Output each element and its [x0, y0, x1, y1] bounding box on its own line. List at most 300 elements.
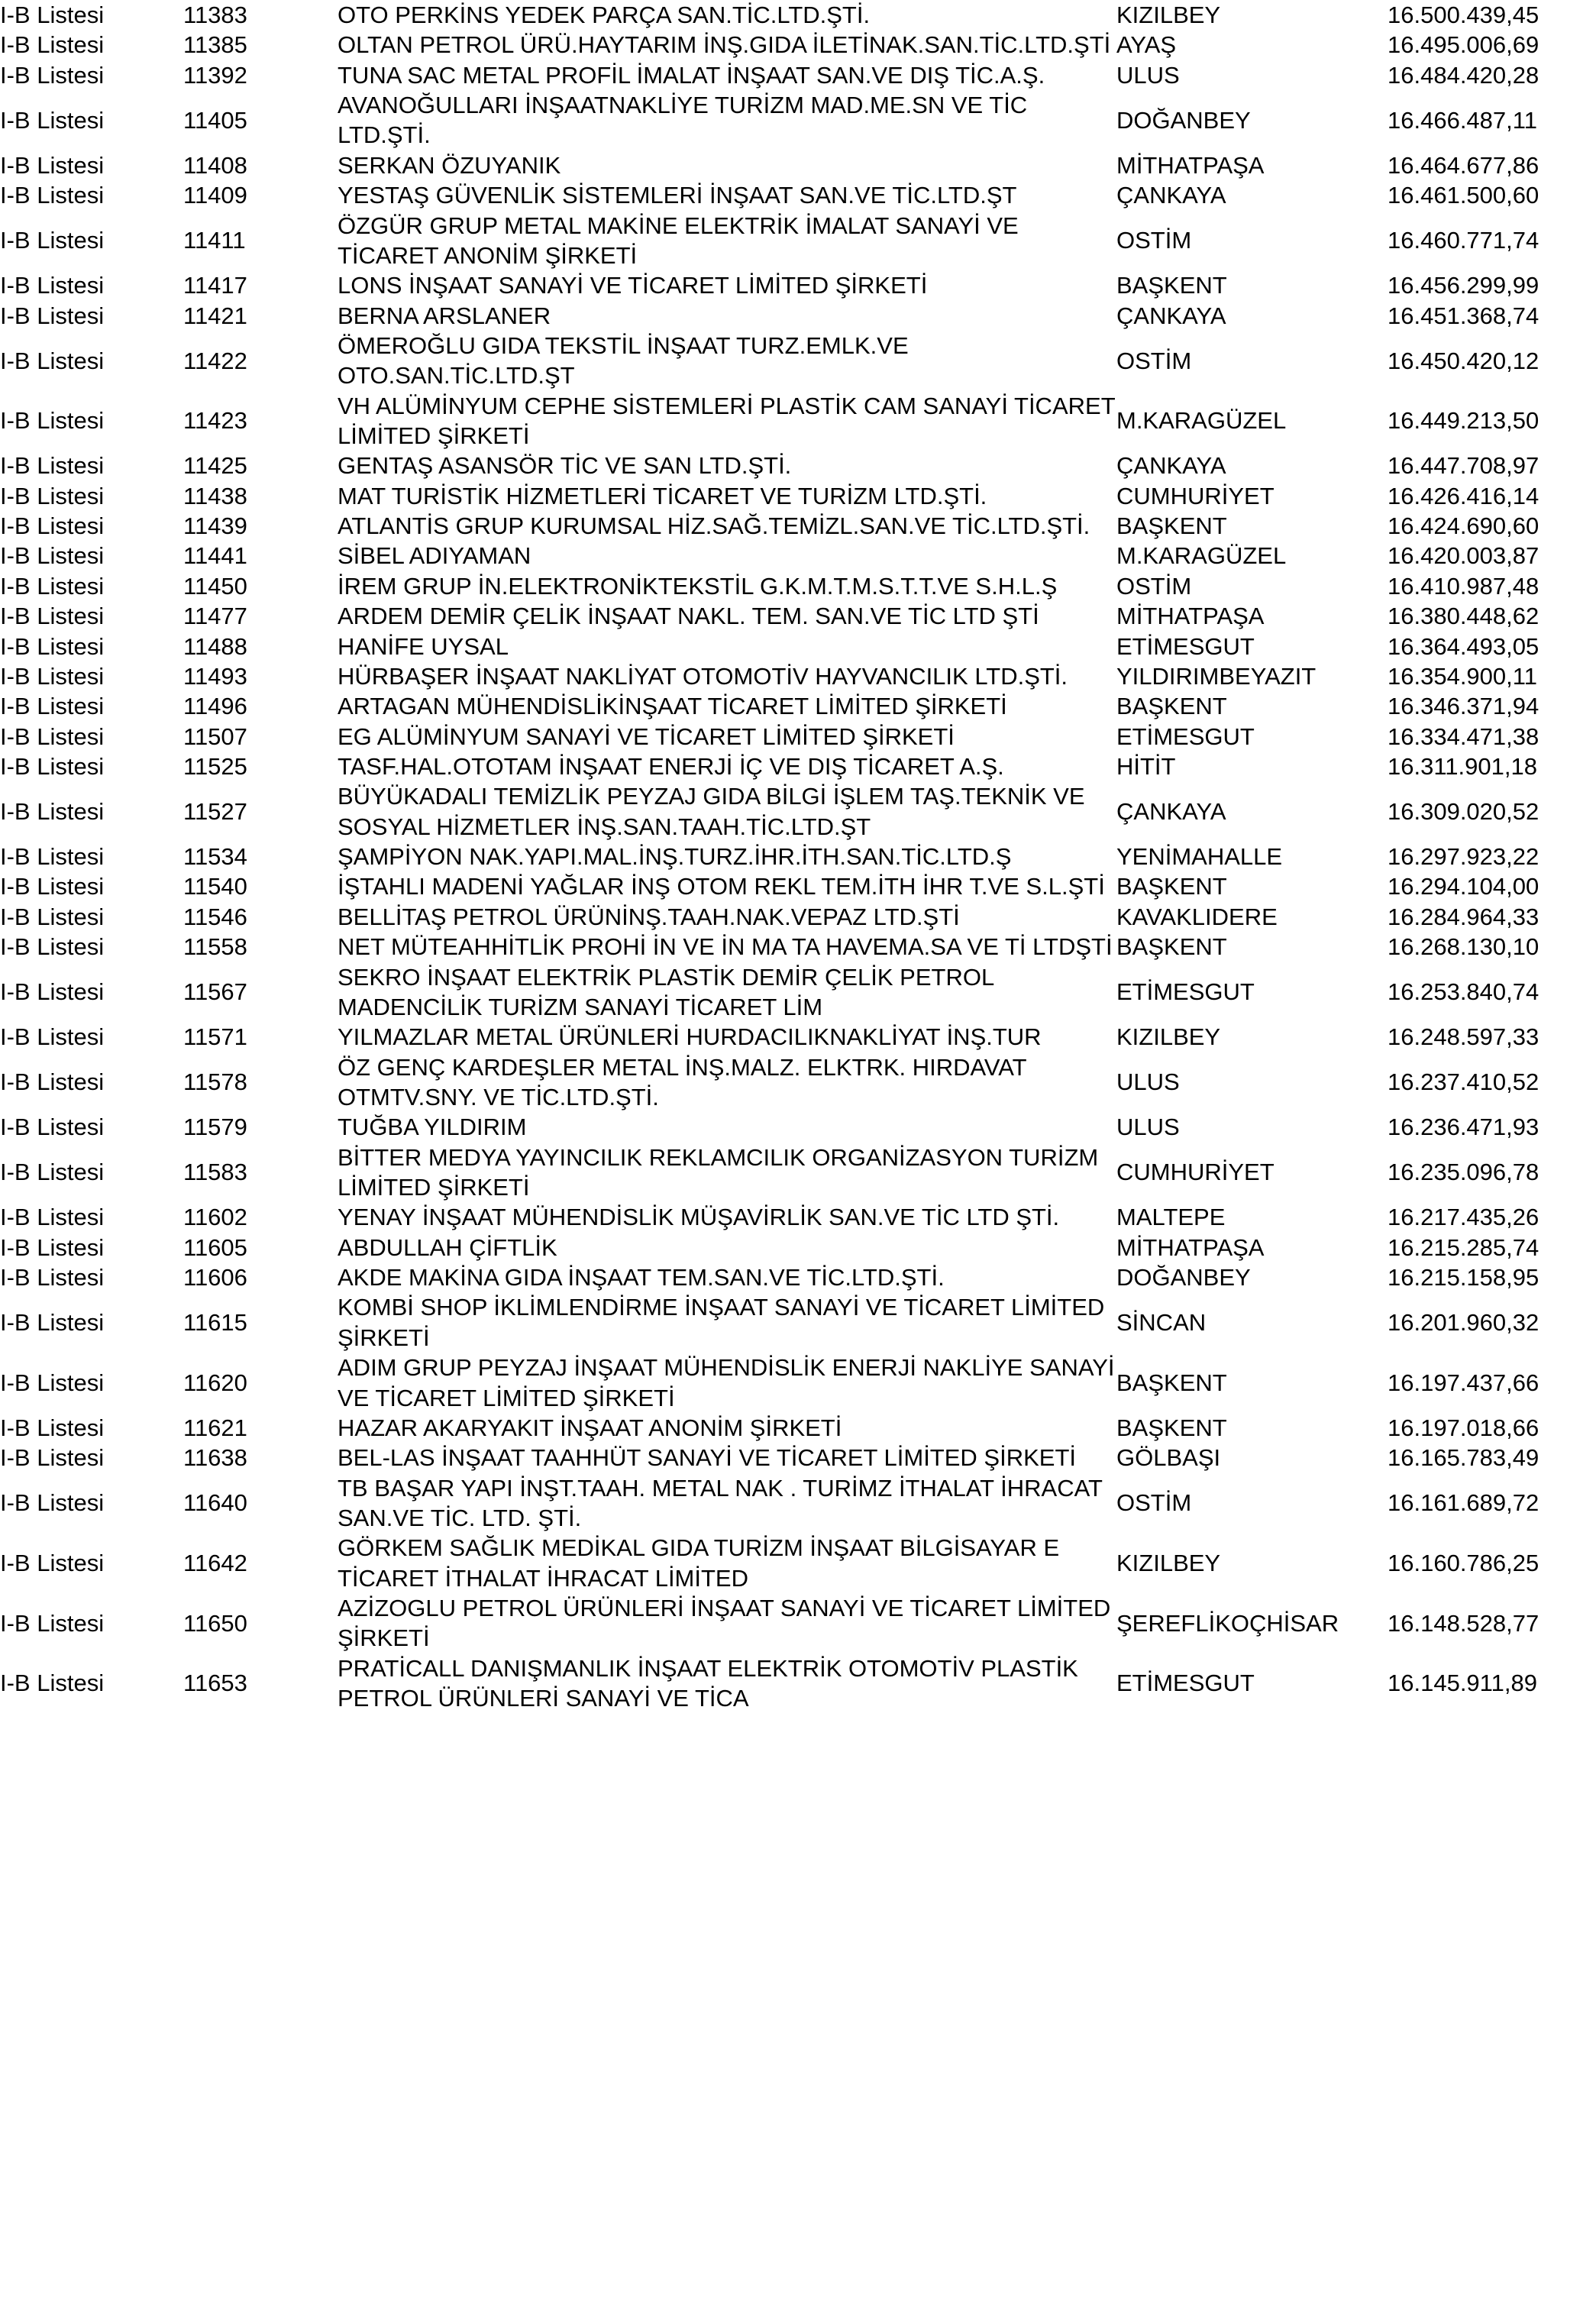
cell-record-number: 11438 — [183, 482, 247, 509]
cell-spacer — [328, 691, 338, 721]
cell-spacer — [328, 1593, 338, 1653]
cell-taxpayer-name: YENAY İNŞAAT MÜHENDİSLİK MÜŞAVİRLİK SAN.VE TİC LTD ŞTİ. — [338, 1204, 1060, 1231]
cell-record-number: 11540 — [183, 873, 247, 900]
cell-list-type: I-B Listesi — [0, 1023, 105, 1051]
cell-taxpayer-name: KOMBİ SHOP İKLİMLENDİRME İNŞAAT SANAYİ VE TİCARET LİMİTED ŞİRKETİ — [338, 1294, 1105, 1351]
cell-amount: 16.346.371,94 — [1388, 693, 1539, 720]
cell-amount: 16.466.487,11 — [1388, 106, 1537, 134]
cell-taxpayer-name: AZİZOGLU PETROL ÜRÜNLERİ İNŞAAT SANAYİ VE TİCARET LİMİTED ŞİRKETİ — [338, 1595, 1111, 1652]
cell-list-type: I-B Listesi — [0, 1264, 105, 1291]
cell-list-type: I-B Listesi — [0, 61, 105, 89]
cell-taxpayer-name: HANİFE UYSAL — [338, 632, 509, 660]
cell-spacer — [328, 1022, 338, 1052]
cell-amount: 16.217.435,26 — [1388, 1204, 1539, 1231]
cell-tax-office: BAŞKENT — [1116, 1369, 1227, 1396]
table-row — [0, 1112, 1596, 1142]
cell-taxpayer-name: TUĞBA YILDIRIM — [338, 1114, 527, 1141]
cell-tax-office: MİTHATPAŞA — [1116, 151, 1265, 179]
cell-tax-office: YILDIRIMBEYAZIT — [1116, 662, 1317, 690]
cell-amount: 16.201.960,32 — [1388, 1309, 1539, 1337]
cell-amount: 16.464.677,86 — [1388, 151, 1539, 179]
cell-tax-office: BAŞKENT — [1116, 933, 1227, 961]
cell-record-number: 11439 — [183, 512, 247, 540]
cell-record-number: 11558 — [183, 933, 247, 961]
table-row — [0, 1443, 1596, 1472]
cell-list-type: I-B Listesi — [0, 512, 105, 540]
cell-amount: 16.426.416,14 — [1388, 482, 1539, 509]
cell-tax-office: ETİMESGUT — [1116, 978, 1255, 1006]
cell-tax-office: BAŞKENT — [1116, 272, 1227, 299]
cell-record-number: 11405 — [183, 106, 247, 134]
cell-list-type: I-B Listesi — [0, 1068, 105, 1096]
cell-amount: 16.451.368,74 — [1388, 302, 1539, 329]
cell-spacer — [328, 1052, 338, 1113]
cell-list-type: I-B Listesi — [0, 347, 105, 374]
cell-record-number: 11621 — [183, 1414, 247, 1441]
cell-amount: 16.364.493,05 — [1388, 632, 1539, 660]
cell-amount: 16.495.006,69 — [1388, 31, 1539, 59]
table-row — [0, 451, 1596, 480]
cell-tax-office: ETİMESGUT — [1116, 722, 1255, 750]
cell-taxpayer-name: BİTTER MEDYA YAYINCILIK REKLAMCILIK ORGANİZASYON TURİZM LİMİTED ŞİRKETİ — [338, 1143, 1099, 1201]
cell-list-type: I-B Listesi — [0, 1114, 105, 1141]
cell-list-type: I-B Listesi — [0, 452, 105, 480]
cell-amount: 16.236.471,93 — [1388, 1114, 1539, 1141]
cell-list-type: I-B Listesi — [0, 182, 105, 209]
cell-tax-office: BAŞKENT — [1116, 512, 1227, 540]
cell-amount: 16.334.471,38 — [1388, 722, 1539, 750]
cell-record-number: 11417 — [183, 272, 247, 299]
table-row — [0, 871, 1596, 901]
table-row — [0, 541, 1596, 571]
cell-amount: 16.380.448,62 — [1388, 603, 1539, 630]
cell-tax-office: ŞEREFLİKOÇHİSAR — [1116, 1609, 1339, 1637]
table-row — [0, 90, 1596, 150]
cell-record-number: 11425 — [183, 452, 247, 480]
cell-amount: 16.148.528,77 — [1388, 1609, 1539, 1637]
cell-taxpayer-name: HAZAR AKARYAKIT İNŞAAT ANONİM ŞİRKETİ — [338, 1414, 842, 1441]
cell-list-type: I-B Listesi — [0, 903, 105, 930]
cell-list-type: I-B Listesi — [0, 798, 105, 826]
cell-record-number: 11602 — [183, 1204, 247, 1231]
cell-amount: 16.450.420,12 — [1388, 347, 1539, 374]
cell-record-number: 11638 — [183, 1444, 247, 1472]
cell-tax-office: BAŞKENT — [1116, 873, 1227, 900]
cell-spacer — [328, 1533, 338, 1593]
cell-list-type: I-B Listesi — [0, 1369, 105, 1396]
cell-taxpayer-name: SİBEL ADIYAMAN — [338, 542, 531, 570]
cell-amount: 16.165.783,49 — [1388, 1444, 1539, 1472]
cell-record-number: 11571 — [183, 1023, 247, 1051]
cell-tax-office: AYAŞ — [1116, 31, 1177, 59]
cell-list-type: I-B Listesi — [0, 1233, 105, 1261]
cell-record-number: 11496 — [183, 693, 247, 720]
cell-taxpayer-name: TB BAŞAR YAPI İNŞT.TAAH. METAL NAK . TURİMZ İTHALAT İHRACAT SAN.VE TİC. LTD. ŞTİ. — [338, 1474, 1103, 1531]
cell-tax-office: ETİMESGUT — [1116, 1670, 1255, 1697]
cell-list-type: I-B Listesi — [0, 482, 105, 509]
cell-record-number: 11383 — [183, 2, 247, 28]
cell-record-number: 11392 — [183, 61, 247, 89]
cell-tax-office: GÖLBAŞI — [1116, 1444, 1221, 1472]
cell-amount: 16.145.911,89 — [1388, 1670, 1537, 1697]
table-row — [0, 301, 1596, 331]
cell-taxpayer-name: BELLİTAŞ PETROL ÜRÜNİNŞ.TAAH.NAK.VEPAZ LTD.ŞTİ — [338, 903, 960, 930]
cell-spacer — [328, 451, 338, 480]
table-row — [0, 752, 1596, 781]
table-row — [0, 902, 1596, 932]
cell-record-number: 11534 — [183, 843, 247, 871]
cell-taxpayer-name: OTO PERKİNS YEDEK PARÇA SAN.TİC.LTD.ŞTİ. — [338, 2, 871, 28]
cell-record-number: 11527 — [183, 798, 247, 826]
cell-amount: 16.456.299,99 — [1388, 272, 1539, 299]
cell-list-type: I-B Listesi — [0, 603, 105, 630]
cell-record-number: 11606 — [183, 1264, 247, 1291]
cell-record-number: 11615 — [183, 1309, 247, 1337]
table-row — [0, 180, 1596, 210]
cell-tax-office: KIZILBEY — [1116, 2, 1221, 28]
cell-tax-office: CUMHURİYET — [1116, 482, 1275, 509]
cell-spacer — [328, 180, 338, 210]
cell-taxpayer-name: MAT TURİSTİK HİZMETLERİ TİCARET VE TURİZM LTD.ŞTİ. — [338, 482, 987, 509]
cell-spacer — [328, 60, 338, 90]
cell-amount: 16.460.771,74 — [1388, 227, 1539, 254]
cell-amount: 16.309.020,52 — [1388, 798, 1539, 826]
cell-taxpayer-name: NET MÜTEAHHİTLİK PROHİ İN VE İN MA TA HAVEMA.SA VE Tİ LTDŞTİ — [338, 933, 1113, 961]
cell-spacer — [328, 1353, 338, 1413]
cell-spacer — [328, 871, 338, 901]
cell-tax-office: SİNCAN — [1116, 1309, 1207, 1337]
table-row — [0, 0, 1596, 30]
cell-amount: 16.197.018,66 — [1388, 1414, 1539, 1441]
cell-record-number: 11525 — [183, 752, 247, 780]
cell-taxpayer-name: EG ALÜMİNYUM SANAYİ VE TİCARET LİMİTED ŞİRKETİ — [338, 722, 955, 750]
cell-amount: 16.253.840,74 — [1388, 978, 1539, 1006]
cell-list-type: I-B Listesi — [0, 1550, 105, 1576]
cell-list-type: I-B Listesi — [0, 843, 105, 871]
cell-record-number: 11422 — [183, 347, 247, 374]
cell-spacer — [328, 1233, 338, 1262]
cell-tax-office: OSTİM — [1116, 347, 1192, 374]
cell-taxpayer-name: LONS İNŞAAT SANAYİ VE TİCARET LİMİTED ŞİRKETİ — [338, 272, 928, 299]
cell-record-number: 11653 — [183, 1670, 247, 1697]
cell-amount: 16.197.437,66 — [1388, 1369, 1539, 1396]
cell-record-number: 11488 — [183, 632, 247, 660]
cell-record-number: 11477 — [183, 603, 247, 630]
cell-amount: 16.294.104,00 — [1388, 873, 1539, 900]
table-row — [0, 1413, 1596, 1443]
cell-list-type: I-B Listesi — [0, 1444, 105, 1472]
cell-taxpayer-name: ARTAGAN MÜHENDİSLİKİNŞAAT TİCARET LİMİTED ŞİRKETİ — [338, 693, 1007, 720]
cell-list-type: I-B Listesi — [0, 933, 105, 961]
table-row — [0, 1052, 1596, 1113]
cell-spacer — [328, 722, 338, 752]
table-row — [0, 511, 1596, 541]
cell-taxpayer-name: OLTAN PETROL ÜRÜ.HAYTARIM İNŞ.GIDA İLETİNAK.SAN.TİC.LTD.ŞTİ — [338, 31, 1111, 59]
cell-taxpayer-name: GÖRKEM SAĞLIK MEDİKAL GIDA TURİZM İNŞAAT BİLGİSAYAR E TİCARET İTHALAT İHRACAT LİMİTED — [338, 1534, 1060, 1592]
cell-list-type: I-B Listesi — [0, 722, 105, 750]
cell-tax-office: MİTHATPAŞA — [1116, 603, 1265, 630]
cell-list-type: I-B Listesi — [0, 662, 105, 690]
cell-taxpayer-name: ATLANTİS GRUP KURUMSAL HİZ.SAĞ.TEMİZL.SAN.VE TİC.LTD.ŞTİ. — [338, 512, 1090, 540]
cell-list-type: I-B Listesi — [0, 106, 105, 134]
cell-tax-office: CUMHURİYET — [1116, 1159, 1275, 1186]
cell-amount: 16.461.500,60 — [1388, 182, 1539, 209]
cell-taxpayer-name: AVANOĞULLARI İNŞAATNAKLİYE TURİZM MAD.ME.SN VE TİC LTD.ŞTİ. — [338, 92, 1028, 149]
cell-record-number: 11385 — [183, 31, 247, 59]
table-row — [0, 1473, 1596, 1534]
cell-record-number: 11441 — [183, 542, 247, 570]
cell-spacer — [328, 932, 338, 962]
table-row — [0, 60, 1596, 90]
cell-list-type: I-B Listesi — [0, 2, 105, 28]
cell-list-type: I-B Listesi — [0, 1609, 105, 1637]
cell-list-type: I-B Listesi — [0, 1414, 105, 1441]
table-row — [0, 1233, 1596, 1262]
cell-taxpayer-name: BERNA ARSLANER — [338, 302, 551, 329]
cell-amount: 16.235.096,78 — [1388, 1159, 1539, 1186]
cell-taxpayer-name: İŞTAHLI MADENİ YAĞLAR İNŞ OTOM REKL TEM.İTH İHR T.VE S.L.ŞTİ — [338, 873, 1105, 900]
cell-spacer — [328, 1653, 338, 1714]
cell-tax-office: ULUS — [1116, 1068, 1180, 1096]
cell-tax-office: BAŞKENT — [1116, 1414, 1227, 1441]
table-row — [0, 1143, 1596, 1203]
cell-record-number: 11650 — [183, 1609, 247, 1637]
cell-amount: 16.237.410,52 — [1388, 1068, 1539, 1096]
cell-tax-office: ÇANKAYA — [1116, 452, 1226, 480]
cell-tax-office: OSTİM — [1116, 572, 1192, 600]
table-row — [0, 30, 1596, 60]
cell-list-type: I-B Listesi — [0, 31, 105, 59]
cell-spacer — [328, 90, 338, 150]
cell-record-number: 11546 — [183, 903, 247, 930]
cell-list-type: I-B Listesi — [0, 632, 105, 660]
cell-amount: 16.410.987,48 — [1388, 572, 1539, 600]
cell-spacer — [328, 481, 338, 511]
cell-spacer — [328, 1202, 338, 1232]
cell-taxpayer-name: ADIM GRUP PEYZAJ İNŞAAT MÜHENDİSLİK ENERJİ NAKLİYE SANAYİ VE TİCARET LİMİTED ŞİRKETİ — [338, 1354, 1115, 1411]
cell-amount: 16.311.901,18 — [1388, 752, 1537, 780]
cell-tax-office: KIZILBEY — [1116, 1023, 1221, 1051]
cell-amount: 16.297.923,22 — [1388, 843, 1539, 871]
cell-spacer — [328, 1443, 338, 1472]
cell-taxpayer-name: ÖMEROĞLU GIDA TEKSTİL İNŞAAT TURZ.EMLK.VE OTO.SAN.TİC.LTD.ŞT — [338, 331, 909, 390]
cell-amount: 16.161.689,72 — [1388, 1489, 1539, 1517]
cell-spacer — [328, 632, 338, 661]
cell-tax-office: YENİMAHALLE — [1116, 843, 1283, 871]
cell-list-type: I-B Listesi — [0, 407, 105, 435]
cell-spacer — [328, 902, 338, 932]
cell-tax-office: ETİMESGUT — [1116, 632, 1255, 660]
cell-taxpayer-name: BÜYÜKADALI TEMİZLİK PEYZAJ GIDA BİLGİ İŞLEM TAŞ.TEKNİK VE SOSYAL HİZMETLER İNŞ.SAN.TAAH.TİC.LTD.ŞT — [338, 783, 1085, 840]
cell-taxpayer-name: İREM GRUP İN.ELEKTRONİKTEKSTİL G.K.M.T.M.S.T.T.VE S.H.L.Ş — [338, 572, 1058, 600]
cell-spacer — [328, 1413, 338, 1443]
cell-taxpayer-name: ÖZGÜR GRUP METAL MAKİNE ELEKTRİK İMALAT SANAYİ VE TİCARET ANONİM ŞİRKETİ — [338, 212, 1019, 269]
cell-amount: 16.248.597,33 — [1388, 1023, 1539, 1051]
cell-record-number: 11578 — [183, 1068, 247, 1096]
cell-tax-office: M.KARAGÜZEL — [1116, 542, 1287, 570]
cell-record-number: 11579 — [183, 1114, 247, 1141]
table-row — [0, 1533, 1596, 1593]
cell-record-number: 11620 — [183, 1369, 247, 1396]
cell-tax-office: DOĞANBEY — [1116, 106, 1251, 134]
cell-amount: 16.484.420,28 — [1388, 61, 1539, 89]
cell-spacer — [328, 391, 338, 451]
cell-spacer — [328, 541, 338, 571]
table-row — [0, 571, 1596, 601]
cell-amount: 16.215.285,74 — [1388, 1233, 1539, 1261]
cell-amount: 16.268.130,10 — [1388, 933, 1539, 961]
cell-tax-office: ÇANKAYA — [1116, 302, 1226, 329]
table-row — [0, 1202, 1596, 1232]
cell-amount: 16.284.964,33 — [1388, 903, 1539, 930]
table-row — [0, 1292, 1596, 1353]
cell-amount: 16.500.439,45 — [1388, 2, 1539, 28]
cell-spacer — [328, 0, 338, 30]
table-row — [0, 691, 1596, 721]
cell-list-type: I-B Listesi — [0, 693, 105, 720]
cell-tax-office: OSTİM — [1116, 1489, 1192, 1517]
cell-taxpayer-name: AKDE MAKİNA GIDA İNŞAAT TEM.SAN.VE TİC.LTD.ŞTİ. — [338, 1264, 945, 1291]
cell-spacer — [328, 962, 338, 1023]
table-row — [0, 962, 1596, 1023]
cell-taxpayer-name: ABDULLAH ÇİFTLİK — [338, 1233, 557, 1261]
cell-record-number: 11583 — [183, 1159, 247, 1186]
cell-spacer — [328, 571, 338, 601]
table-row — [0, 1593, 1596, 1653]
cell-list-type: I-B Listesi — [0, 572, 105, 600]
cell-record-number: 11450 — [183, 572, 247, 600]
cell-spacer — [328, 511, 338, 541]
cell-list-type: I-B Listesi — [0, 1159, 105, 1186]
cell-spacer — [328, 150, 338, 180]
cell-tax-office: MALTEPE — [1116, 1204, 1226, 1231]
cell-record-number: 11640 — [183, 1489, 247, 1517]
cell-tax-office: HİTİT — [1116, 752, 1176, 780]
cell-spacer — [328, 1112, 338, 1142]
cell-list-type: I-B Listesi — [0, 752, 105, 780]
table-row — [0, 842, 1596, 871]
table-row — [0, 1353, 1596, 1413]
cell-record-number: 11605 — [183, 1233, 247, 1261]
cell-taxpayer-name: HÜRBAŞER İNŞAAT NAKLİYAT OTOMOTİV HAYVANCILIK LTD.ŞTİ. — [338, 662, 1068, 690]
cell-record-number: 11493 — [183, 662, 247, 690]
cell-taxpayer-name: YESTAŞ GÜVENLİK SİSTEMLERİ İNŞAAT SAN.VE TİC.LTD.ŞT — [338, 182, 1017, 209]
table-row — [0, 1022, 1596, 1052]
table-row — [0, 932, 1596, 962]
cell-taxpayer-name: VH ALÜMİNYUM CEPHE SİSTEMLERİ PLASTİK CAM SANAYİ TİCARET LİMİTED ŞİRKETİ — [338, 392, 1116, 450]
cell-list-type: I-B Listesi — [0, 1670, 105, 1697]
table-row — [0, 391, 1596, 451]
table-row — [0, 1262, 1596, 1292]
cell-list-type: I-B Listesi — [0, 873, 105, 900]
cell-amount: 16.420.003,87 — [1388, 542, 1539, 570]
cell-list-type: I-B Listesi — [0, 1309, 105, 1337]
table-row — [0, 632, 1596, 661]
cell-taxpayer-name: PRATİCALL DANIŞMANLIK İNŞAAT ELEKTRİK OTOMOTİV PLASTİK PETROL ÜRÜNLERİ SANAYİ VE TİCA — [338, 1654, 1078, 1712]
cell-tax-office: KAVAKLIDERE — [1116, 903, 1278, 930]
cell-record-number: 11409 — [183, 182, 247, 209]
cell-tax-office: ÇANKAYA — [1116, 182, 1226, 209]
cell-spacer — [328, 1143, 338, 1203]
cell-record-number: 11408 — [183, 151, 247, 179]
cell-record-number: 11411 — [183, 227, 246, 254]
cell-spacer — [328, 842, 338, 871]
cell-spacer — [328, 1262, 338, 1292]
cell-list-type: I-B Listesi — [0, 227, 105, 254]
cell-list-type: I-B Listesi — [0, 1489, 105, 1517]
cell-amount: 16.424.690,60 — [1388, 512, 1539, 540]
cell-taxpayer-name: BEL-LAS İNŞAAT TAAHHÜT SANAYİ VE TİCARET LİMİTED ŞİRKETİ — [338, 1444, 1076, 1472]
table-row — [0, 150, 1596, 180]
cell-taxpayer-name: TASF.HAL.OTOTAM İNŞAAT ENERJİ İÇ VE DIŞ TİCARET A.Ş. — [338, 752, 1004, 780]
cell-taxpayer-name: SEKRO İNŞAAT ELEKTRİK PLASTİK DEMİR ÇELİK PETROL MADENCİLİK TURİZM SANAYİ TİCARET LİM — [338, 963, 994, 1020]
cell-spacer — [328, 1473, 338, 1534]
cell-amount: 16.160.786,25 — [1388, 1550, 1539, 1576]
cell-record-number: 11507 — [183, 722, 247, 750]
table-row — [0, 481, 1596, 511]
cell-spacer — [328, 781, 338, 842]
cell-amount: 16.447.708,97 — [1388, 452, 1539, 480]
cell-taxpayer-name: YILMAZLAR METAL ÜRÜNLERİ HURDACILIKNAKLİYAT İNŞ.TUR — [338, 1023, 1042, 1051]
cell-spacer — [328, 601, 338, 631]
cell-tax-office: BAŞKENT — [1116, 693, 1227, 720]
cell-tax-office: ÇANKAYA — [1116, 798, 1226, 826]
cell-spacer — [328, 30, 338, 60]
table-row — [0, 781, 1596, 842]
cell-spacer — [328, 270, 338, 300]
table-row — [0, 270, 1596, 300]
cell-taxpayer-name: ŞAMPİYON NAK.YAPI.MAL.İNŞ.TURZ.İHR.İTH.SAN.TİC.LTD.Ş — [338, 843, 1012, 871]
cell-record-number: 11423 — [183, 407, 247, 435]
cell-record-number: 11642 — [183, 1550, 247, 1576]
cell-taxpayer-name: TUNA SAC METAL PROFİL İMALAT İNŞAAT SAN.VE DIŞ TİC.A.Ş. — [338, 61, 1045, 89]
cell-taxpayer-name: ÖZ GENÇ KARDEŞLER METAL İNŞ.MALZ. ELKTRK. HIRDAVAT OTMTV.SNY. VE TİC.LTD.ŞTİ. — [338, 1053, 1027, 1110]
cell-tax-office: OSTİM — [1116, 227, 1192, 254]
cell-amount: 16.449.213,50 — [1388, 407, 1539, 435]
cell-spacer — [328, 211, 338, 271]
cell-spacer — [328, 301, 338, 331]
cell-list-type: I-B Listesi — [0, 542, 105, 570]
cell-list-type: I-B Listesi — [0, 272, 105, 299]
cell-spacer — [328, 752, 338, 781]
cell-taxpayer-name: SERKAN ÖZUYANIK — [338, 151, 561, 179]
cell-tax-office: M.KARAGÜZEL — [1116, 407, 1287, 435]
table-row — [0, 661, 1596, 691]
cell-tax-office: DOĞANBEY — [1116, 1264, 1251, 1291]
table-row — [0, 331, 1596, 391]
table-row — [0, 722, 1596, 752]
cell-spacer — [328, 661, 338, 691]
cell-tax-office: ULUS — [1116, 61, 1180, 89]
cell-spacer — [328, 331, 338, 391]
table-row — [0, 601, 1596, 631]
table-row — [0, 211, 1596, 271]
cell-taxpayer-name: GENTAŞ ASANSÖR TİC VE SAN LTD.ŞTİ. — [338, 452, 792, 480]
cell-record-number: 11567 — [183, 978, 247, 1006]
cell-list-type: I-B Listesi — [0, 978, 105, 1006]
cell-list-type: I-B Listesi — [0, 302, 105, 329]
cell-list-type: I-B Listesi — [0, 151, 105, 179]
table-row — [0, 1653, 1596, 1714]
cell-amount: 16.215.158,95 — [1388, 1264, 1539, 1291]
cell-tax-office: ULUS — [1116, 1114, 1180, 1141]
cell-record-number: 11421 — [183, 302, 247, 329]
cell-amount: 16.354.900,11 — [1388, 662, 1537, 690]
cell-spacer — [328, 1292, 338, 1353]
cell-taxpayer-name: ARDEM DEMİR ÇELİK İNŞAAT NAKL. TEM. SAN.VE TİC LTD ŞTİ — [338, 603, 1039, 630]
cell-tax-office: MİTHATPAŞA — [1116, 1233, 1265, 1261]
cell-list-type: I-B Listesi — [0, 1204, 105, 1231]
